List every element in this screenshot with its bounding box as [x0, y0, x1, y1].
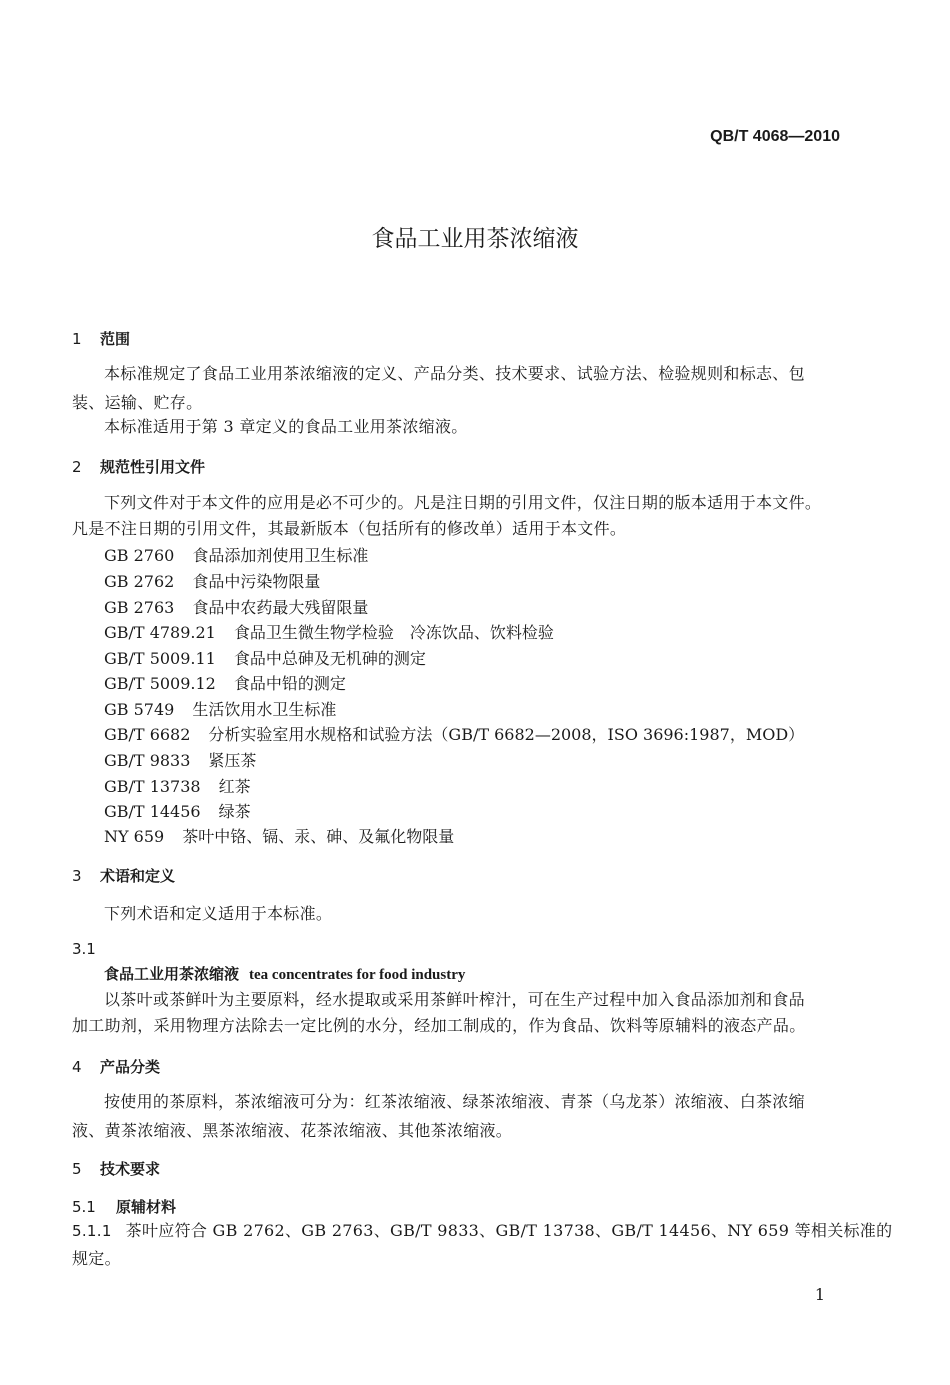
reference-title: 食品中农药最大残留限量 [192, 598, 369, 617]
clause-number: 5.1.1 [72, 1222, 112, 1240]
reference-code: GB 2763 [104, 598, 175, 617]
paragraph-line: 规定。 [72, 1249, 121, 1268]
section-5-heading [72, 1158, 160, 1179]
paragraph-line: 本标准适用于第 3 章定义的食品工业用茶浓缩液。 [104, 417, 468, 436]
reference-code: NY 659 [104, 827, 165, 846]
section-title: 术语和定义 [100, 867, 176, 885]
document-title: 食品工业用茶浓缩液 [371, 226, 579, 252]
section-4-heading [72, 1056, 160, 1077]
term-english: tea concentrates for food industry [249, 967, 466, 983]
section-title: 技术要求 [100, 1160, 161, 1178]
section-title: 规范性引用文件 [100, 458, 206, 476]
clause-text: 茶叶应符合 GB 2762、GB 2763、GB/T 9833、GB/T 13738、GB/T 14456、NY 659 等相关标准的 [125, 1221, 893, 1240]
reference-title: 食品卫生微生物学检验 冷冻饮品、饮料检验 [233, 623, 554, 642]
section-2-heading [72, 456, 205, 477]
reference-item [104, 824, 454, 847]
reference-code: GB 2762 [104, 572, 175, 591]
reference-item [104, 722, 804, 745]
subsection-title: 原辅材料 [116, 1198, 177, 1216]
reference-item [104, 620, 554, 643]
reference-item [104, 671, 346, 694]
reference-title: 绿茶 [218, 802, 251, 821]
section-number: 1 [72, 330, 82, 348]
reference-title: 食品中铅的测定 [233, 674, 346, 693]
reference-title: 食品中总砷及无机砷的测定 [233, 649, 426, 668]
reference-title: 茶叶中铬、镉、汞、砷、及氟化物限量 [182, 827, 455, 846]
term-entry [104, 963, 465, 984]
reference-title: 红茶 [218, 777, 251, 796]
subsection-number: 5.1 [72, 1198, 96, 1216]
paragraph-line: 以茶叶或茶鲜叶为主要原料，经水提取或采用茶鲜叶榨汁，可在生产过程中加入食品添加剂和食品 [104, 990, 805, 1009]
section-title: 范围 [100, 330, 131, 348]
page-number: 1 [814, 1285, 825, 1304]
section-1-heading [72, 328, 130, 349]
reference-item [104, 697, 336, 720]
paragraph-line: 装、运输、贮存。 [72, 393, 203, 412]
reference-item [104, 774, 251, 797]
reference-code: GB/T 4789.21 [104, 623, 216, 642]
reference-code: GB/T 5009.12 [104, 674, 216, 693]
paragraph-line: 加工助剂，采用物理方法除去一定比例的水分，经加工制成的，作为食品、饮料等原辅料的液态产品。 [72, 1016, 806, 1035]
subsection-number: 3.1 [72, 940, 96, 958]
section-number: 5 [72, 1160, 82, 1178]
reference-code: GB 2760 [104, 546, 175, 565]
reference-title: 食品中污染物限量 [192, 572, 321, 591]
section-number: 4 [72, 1058, 82, 1076]
reference-title: 紧压茶 [208, 751, 257, 770]
reference-code: GB/T 13738 [104, 777, 201, 796]
reference-item [104, 569, 320, 592]
subsection-5-1-heading [72, 1196, 176, 1217]
clause-line [72, 1218, 892, 1241]
reference-item [104, 595, 368, 618]
reference-title: 生活饮用水卫生标准 [192, 700, 337, 719]
reference-item [104, 543, 368, 566]
reference-title: 分析实验室用水规格和试验方法（GB/T 6682—2008，ISO 3696:1987，MOD） [208, 725, 805, 744]
paragraph-line: 下列术语和定义适用于本标准。 [104, 904, 333, 923]
reference-code: GB 5749 [104, 700, 175, 719]
section-number: 3 [72, 867, 82, 885]
paragraph-line: 液、黄茶浓缩液、黑茶浓缩液、花茶浓缩液、其他茶浓缩液。 [72, 1121, 513, 1140]
paragraph-line: 本标准规定了食品工业用茶浓缩液的定义、产品分类、技术要求、试验方法、检验规则和标志、包 [104, 364, 805, 383]
section-number: 2 [72, 458, 82, 476]
reference-code: GB/T 5009.11 [104, 649, 216, 668]
reference-item [104, 799, 251, 822]
term-chinese: 食品工业用茶浓缩液 [104, 965, 240, 983]
paragraph-line: 按使用的茶原料，茶浓缩液可分为：红茶浓缩液、绿茶浓缩液、青茶（乌龙茶）浓缩液、白茶浓缩 [104, 1092, 805, 1111]
reference-item [104, 748, 256, 771]
reference-title: 食品添加剂使用卫生标准 [192, 546, 369, 565]
reference-code: GB/T 14456 [104, 802, 201, 821]
paragraph-line: 凡是不注日期的引用文件，其最新版本（包括所有的修改单）适用于本文件。 [72, 519, 627, 538]
paragraph-line: 下列文件对于本文件的应用是必不可少的。凡是注日期的引用文件，仅注日期的版本适用于本文件。 [104, 493, 822, 512]
section-3-heading [72, 865, 175, 886]
standard-code: QB/T 4068—2010 [710, 128, 840, 145]
reference-code: GB/T 9833 [104, 751, 191, 770]
section-title: 产品分类 [100, 1058, 161, 1076]
reference-code: GB/T 6682 [104, 725, 191, 744]
reference-item [104, 646, 426, 669]
